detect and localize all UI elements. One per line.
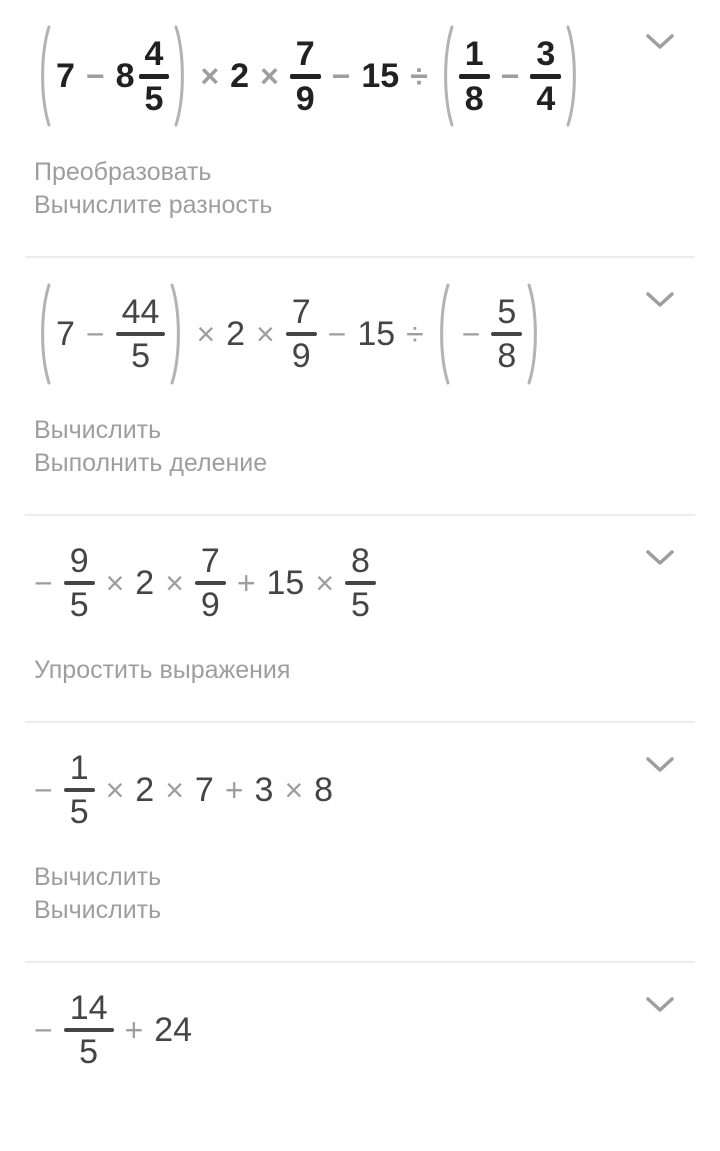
number-token: 15 bbox=[361, 56, 400, 95]
fraction-numerator: 3 bbox=[536, 34, 556, 73]
operator-token: × bbox=[165, 564, 184, 601]
chevron-down-icon[interactable] bbox=[644, 32, 676, 52]
expression-row bbox=[34, 963, 686, 1073]
fraction-denominator: 5 bbox=[351, 586, 370, 624]
step-hints bbox=[34, 156, 686, 222]
fraction-denominator: 5 bbox=[69, 586, 89, 624]
solution-step bbox=[0, 963, 720, 1073]
math-expression bbox=[34, 24, 583, 128]
number-token: 2 bbox=[230, 56, 250, 95]
operator-token: × bbox=[105, 564, 125, 601]
chevron-down-icon[interactable] bbox=[644, 755, 676, 775]
hint-line: Упростить выражения bbox=[34, 656, 291, 684]
math-expression bbox=[34, 542, 378, 624]
hint-line: Вычислить bbox=[34, 416, 162, 444]
close-parenthesis-icon bbox=[565, 24, 581, 128]
hint-line: Выполнить деление bbox=[34, 449, 268, 477]
number-token: 2 bbox=[226, 314, 246, 353]
operator-token: × bbox=[105, 771, 125, 808]
number-token: 3 bbox=[254, 770, 274, 809]
solution-step bbox=[0, 258, 720, 480]
expression-row bbox=[34, 723, 686, 833]
fraction-bar bbox=[116, 332, 166, 336]
fraction-numerator: 9 bbox=[69, 542, 89, 580]
fraction-token bbox=[116, 293, 166, 375]
operator-token: ÷ bbox=[410, 57, 428, 94]
step-hints bbox=[34, 414, 686, 480]
solution-step bbox=[0, 723, 720, 927]
step-hints bbox=[34, 654, 686, 687]
operator-token: − bbox=[85, 315, 105, 352]
fraction-numerator: 1 bbox=[464, 34, 484, 73]
fraction-token bbox=[290, 34, 321, 118]
fraction-numerator: 7 bbox=[295, 34, 315, 73]
fraction-token bbox=[459, 34, 490, 118]
fraction-denominator: 5 bbox=[131, 337, 150, 375]
operator-token: ÷ bbox=[406, 315, 424, 352]
number-token: 15 bbox=[266, 563, 305, 602]
fraction-denominator: 5 bbox=[69, 793, 89, 831]
operator-token: − bbox=[34, 771, 53, 808]
number-token: 24 bbox=[154, 1010, 193, 1049]
hint-line: Вычислите разность bbox=[34, 191, 273, 219]
chevron-down-icon[interactable] bbox=[644, 548, 676, 568]
fraction-bar bbox=[491, 332, 522, 336]
fraction-numerator: 7 bbox=[291, 293, 311, 331]
operator-token: × bbox=[200, 57, 220, 94]
math-expression bbox=[34, 989, 194, 1071]
fraction-bar bbox=[286, 332, 317, 336]
operator-token: − bbox=[85, 57, 105, 94]
fraction-denominator: 9 bbox=[200, 586, 220, 624]
fraction-bar bbox=[459, 74, 490, 79]
fraction-bar bbox=[64, 581, 95, 585]
fraction-bar bbox=[345, 581, 376, 585]
math-expression bbox=[34, 282, 544, 386]
fraction-denominator: 8 bbox=[497, 337, 517, 375]
operator-token: − bbox=[34, 1011, 53, 1048]
close-parenthesis-icon bbox=[526, 282, 542, 386]
solution-step bbox=[0, 0, 720, 222]
fraction-denominator: 8 bbox=[464, 79, 484, 118]
open-parenthesis-icon bbox=[435, 282, 451, 386]
operator-token: + bbox=[236, 564, 256, 601]
fraction-bar bbox=[530, 74, 561, 79]
fraction-token bbox=[64, 749, 95, 831]
fraction-numerator: 1 bbox=[69, 749, 89, 787]
fraction-bar bbox=[64, 1028, 114, 1032]
number-token: 15 bbox=[357, 314, 396, 353]
close-parenthesis-icon bbox=[169, 282, 185, 386]
fraction-numerator: 8 bbox=[351, 542, 370, 580]
fraction-token bbox=[530, 34, 561, 118]
operator-token: + bbox=[124, 1011, 144, 1048]
fraction-token bbox=[64, 989, 114, 1071]
operator-token: − bbox=[461, 315, 481, 352]
hint-line: Вычислить bbox=[34, 863, 162, 891]
fraction-bar bbox=[139, 74, 170, 79]
close-parenthesis-icon bbox=[173, 24, 189, 128]
number-token: 2 bbox=[135, 563, 155, 602]
number-token: 8 bbox=[115, 56, 135, 95]
operator-token: − bbox=[327, 315, 347, 352]
fraction-bar bbox=[290, 74, 321, 79]
fraction-numerator: 44 bbox=[121, 293, 160, 331]
fraction-denominator: 4 bbox=[536, 79, 556, 118]
fraction-bar bbox=[64, 788, 95, 792]
hint-line: Преобразовать bbox=[34, 158, 212, 186]
expression-row bbox=[34, 516, 686, 626]
fraction-token bbox=[195, 542, 226, 624]
fraction-token bbox=[139, 34, 170, 118]
operator-token: × bbox=[165, 771, 184, 808]
operator-token: × bbox=[260, 57, 279, 94]
open-parenthesis-icon bbox=[439, 24, 455, 128]
hint-line: Вычислить bbox=[34, 896, 162, 924]
number-token: 7 bbox=[56, 56, 75, 95]
fraction-token bbox=[64, 542, 95, 624]
fraction-denominator: 5 bbox=[144, 79, 164, 118]
fraction-token bbox=[491, 293, 522, 375]
number-token: 2 bbox=[135, 770, 155, 809]
number-token: 8 bbox=[314, 770, 334, 809]
chevron-down-icon[interactable] bbox=[644, 290, 676, 310]
operator-token: − bbox=[500, 57, 520, 94]
operator-token: × bbox=[196, 315, 216, 352]
fraction-denominator: 9 bbox=[295, 79, 315, 118]
operator-token: − bbox=[34, 564, 53, 601]
number-token: 7 bbox=[56, 314, 75, 353]
fraction-bar bbox=[195, 581, 226, 585]
expression-row bbox=[34, 258, 686, 386]
operator-token: × bbox=[256, 315, 275, 352]
operator-token: − bbox=[331, 57, 351, 94]
operator-token: × bbox=[284, 771, 304, 808]
fraction-numerator: 14 bbox=[69, 989, 108, 1027]
operator-token: × bbox=[315, 564, 335, 601]
step-hints bbox=[34, 861, 686, 927]
math-expression bbox=[34, 749, 335, 831]
fraction-denominator: 9 bbox=[291, 337, 311, 375]
fraction-numerator: 5 bbox=[497, 293, 517, 331]
expression-row bbox=[34, 0, 686, 128]
fraction-numerator: 7 bbox=[200, 542, 220, 580]
solution-step bbox=[0, 516, 720, 687]
open-parenthesis-icon bbox=[36, 24, 52, 128]
fraction-denominator: 5 bbox=[79, 1033, 99, 1071]
fraction-numerator: 4 bbox=[144, 34, 164, 73]
number-token: 7 bbox=[194, 770, 214, 809]
fraction-token bbox=[286, 293, 317, 375]
fraction-token bbox=[345, 542, 376, 624]
operator-token: + bbox=[224, 771, 244, 808]
chevron-down-icon[interactable] bbox=[644, 995, 676, 1015]
open-parenthesis-icon bbox=[36, 282, 52, 386]
